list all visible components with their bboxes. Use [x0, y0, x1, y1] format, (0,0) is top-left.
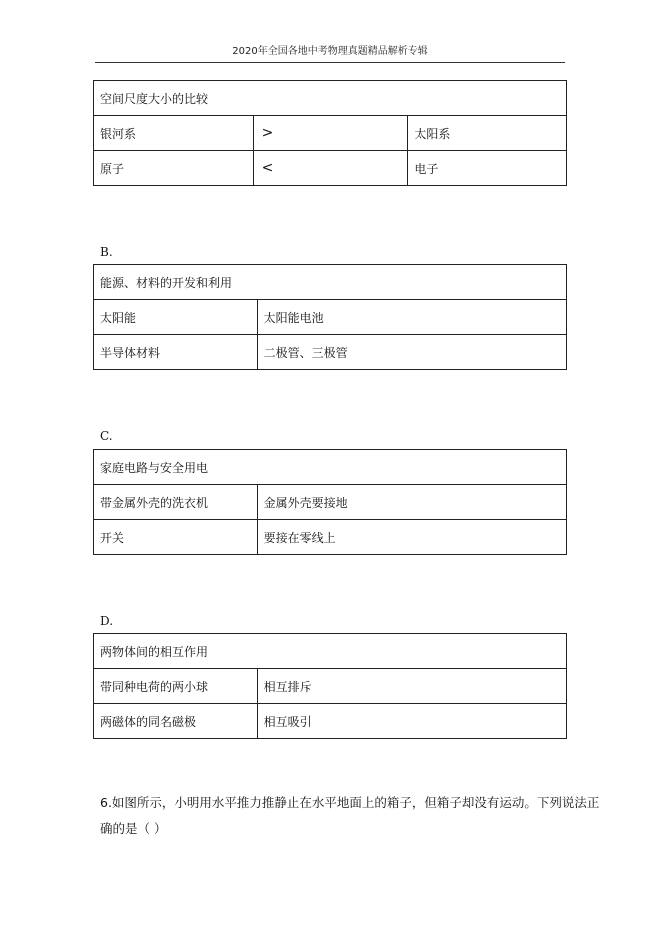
table-c — [93, 449, 567, 555]
question-line-1: 6.如图所示，小明用水平推力推静止在水平地面上的箱子，但箱子却没有运动。下列说法正 — [100, 795, 600, 810]
question-6 — [100, 790, 599, 842]
table-b — [93, 264, 567, 370]
table-cell: 金属外壳要接地 — [257, 485, 566, 520]
table-cell: 带金属外壳的洗衣机 — [94, 485, 258, 520]
table-row — [94, 669, 567, 704]
table-cell: 电子 — [408, 151, 567, 186]
page-header: 2020年全国各地中考物理真题精品解析专辑 — [232, 46, 428, 57]
option-d-label: D. — [100, 614, 114, 628]
compare-symbol: < — [253, 151, 408, 186]
table-cell: 太阳能 — [94, 300, 258, 335]
table-cell: 原子 — [94, 151, 254, 186]
table-row — [94, 485, 567, 520]
table-c-title: 家庭电路与安全用电 — [94, 450, 567, 485]
table-cell: 二极管、三极管 — [257, 335, 566, 370]
table-cell: 太阳能电池 — [257, 300, 566, 335]
header-divider — [95, 62, 565, 63]
table-row — [94, 116, 567, 151]
table-cell: 要接在零线上 — [257, 520, 566, 555]
table-b-title: 能源、材料的开发和利用 — [94, 265, 567, 300]
table-cell: 带同种电荷的两小球 — [94, 669, 258, 704]
table-a-title: 空间尺度大小的比较 — [94, 81, 567, 116]
option-c-label: C. — [100, 429, 113, 443]
table-d — [93, 633, 567, 739]
table-row — [94, 704, 567, 739]
question-line-2: 确的是（ ） — [100, 821, 167, 836]
table-a — [93, 80, 567, 186]
table-cell: 开关 — [94, 520, 258, 555]
table-cell: 半导体材料 — [94, 335, 258, 370]
table-cell: 相互排斥 — [257, 669, 566, 704]
table-cell: 银河系 — [94, 116, 254, 151]
table-d-title: 两物体间的相互作用 — [94, 634, 567, 669]
compare-symbol: > — [253, 116, 408, 151]
table-cell: 相互吸引 — [257, 704, 566, 739]
option-b-label: B. — [100, 245, 113, 259]
table-row — [94, 300, 567, 335]
table-row — [94, 151, 567, 186]
table-cell: 两磁体的同名磁极 — [94, 704, 258, 739]
table-row — [94, 520, 567, 555]
table-row — [94, 335, 567, 370]
table-cell: 太阳系 — [408, 116, 567, 151]
